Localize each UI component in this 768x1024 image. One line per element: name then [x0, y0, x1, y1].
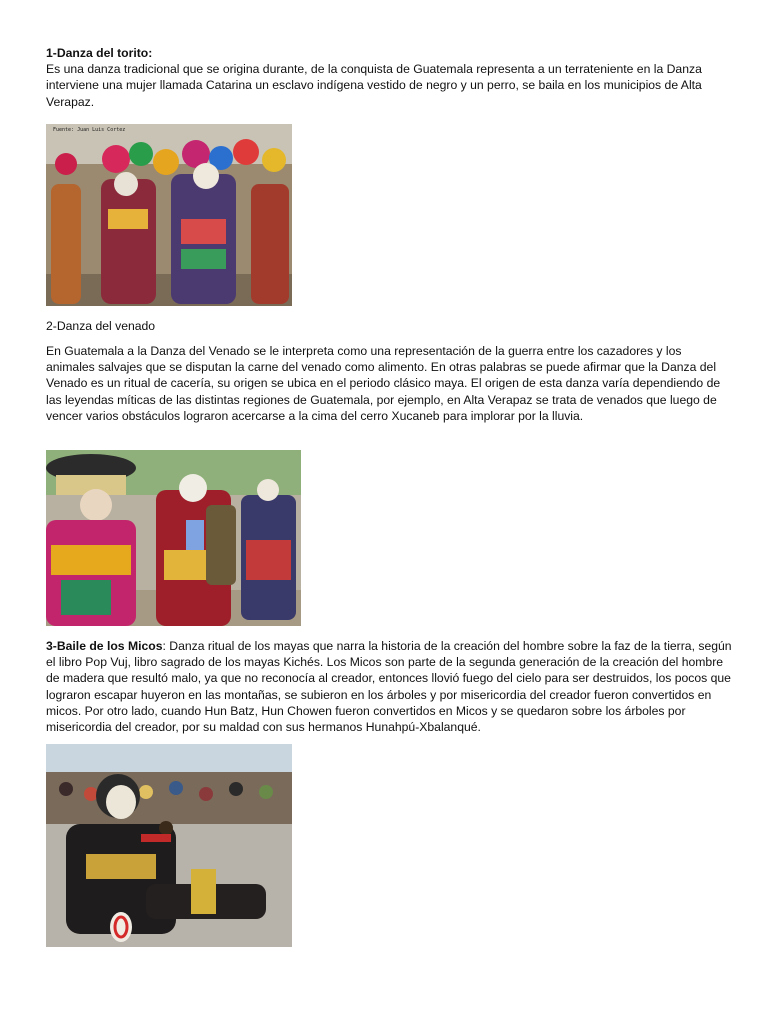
section-paragraph [46, 638, 732, 735]
section-danza-del-torito [46, 45, 732, 110]
section-body: : Danza ritual de los mayas que narra la historia de la creación del hombre sobre la faz de la tierra, según el libro Pop Vuj, libro sagrado de los mayas Kichés. Los Micos son parte de la segunda generación de la creación del hombre de madera que resultó malo, ya que no reconocía al creador, entonces llovió fuego del cielo para ser destruidos, los pocos que lograron escapar huyeron en las montañas, se subieron en los árboles y por misericordia del creador fueron convertidos en micos. Por otro lado, cuando Hun Batz, Hun Chowen fueron convertidos en Micos y se quedaron sobre los árboles por misericordia del creador, por su maldad con sus hermanos Hunahpú-Xbalanqué. [46, 639, 732, 735]
section-danza-del-venado [46, 318, 732, 334]
photo-danza-del-venado [46, 450, 301, 626]
section-body-wrapper [46, 343, 732, 424]
section-baile-de-los-micos [46, 638, 732, 735]
photo-danza-del-torito [46, 124, 292, 306]
section-heading: 3-Baile de los Micos [46, 639, 163, 653]
photo-baile-de-los-micos [46, 744, 292, 947]
section-heading: 1-Danza del torito: [46, 46, 153, 60]
section-body: En Guatemala a la Danza del Venado se le interpreta como una representación de la guerra entre los cazadores y los animales salvajes que se disputan la carne del venado como alimento. En otras palabras se puede afirmar que la Danza del Venado es un ritual de cacería, su origen se ubica en el periodo clásico maya. El origen de esta danza varía dependiendo de las leyendas míticas de las distintas regiones de Guatemala, por ejemplo, en Alta Verapaz se trata de venados que luego de vencer varios obstáculos lograron acercarse a la cima del cerro Xucaneb para implorar por la lluvia. [46, 344, 721, 423]
section-heading: 2-Danza del venado [46, 319, 156, 333]
section-body: Es una danza tradicional que se origina durante, de la conquista de Guatemala representa a un terrateniente en la Danza interviene una mujer llamada Catarina un esclavo indígena vestido de negro y un perro, se baila en los municipios de Alta Verapaz. [46, 62, 702, 109]
image-credit: Fuente: Juan Luis Cortez [53, 127, 126, 133]
